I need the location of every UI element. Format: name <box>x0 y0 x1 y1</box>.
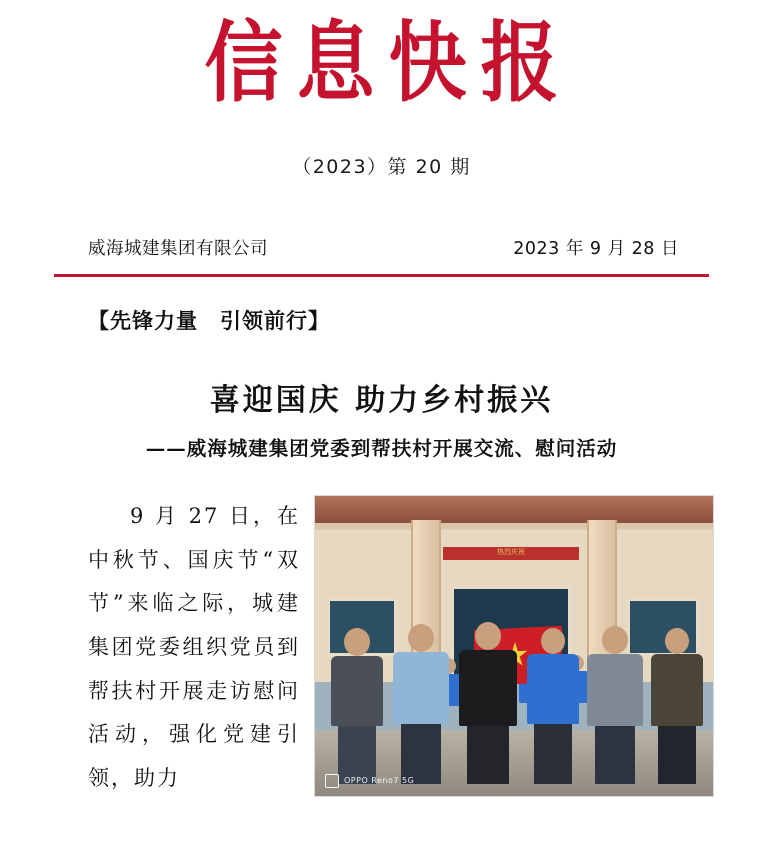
header-divider <box>54 274 709 277</box>
issue-number: （2023）第 20 期 <box>292 155 471 178</box>
article-photo <box>314 495 714 797</box>
photo-banner: 热烈庆祝 <box>443 547 579 560</box>
photo-watermark <box>325 774 414 788</box>
photo-person-front-1 <box>331 628 383 784</box>
photo-person-front-4 <box>527 628 579 784</box>
article-content <box>0 495 763 801</box>
article-body-text: 9 月 27 日，在中秋节、国庆节“双节”来临之际，城建集团党委组织党员到帮扶村开展走访慰问活动，强化党建引领，助力 <box>88 503 300 790</box>
photo-person-front-5 <box>587 626 643 784</box>
photo-watermark-text: OPPO Reno7 5G <box>344 776 415 786</box>
publication-date: 2023 年 9 月 28 日 <box>513 238 679 259</box>
publisher-row <box>0 235 763 260</box>
oppo-logo-icon <box>325 774 339 788</box>
article-headline: 喜迎国庆 助力乡村振兴 <box>209 382 554 418</box>
photo-person-front-3 <box>459 622 517 784</box>
article-body-column <box>88 495 300 801</box>
photo-roof <box>315 496 713 523</box>
article-subheadline: ——威海城建集团党委到帮扶村开展交流、慰问活动 <box>145 436 618 460</box>
masthead-title: 信息快报 <box>204 12 573 115</box>
photo-person-front-6 <box>651 628 703 784</box>
publisher-organization: 威海城建集团有限公司 <box>88 238 268 259</box>
masthead <box>0 0 763 115</box>
section-tag: 【先锋力量 引领前行】 <box>88 307 330 333</box>
photo-person-front-2 <box>393 624 449 784</box>
